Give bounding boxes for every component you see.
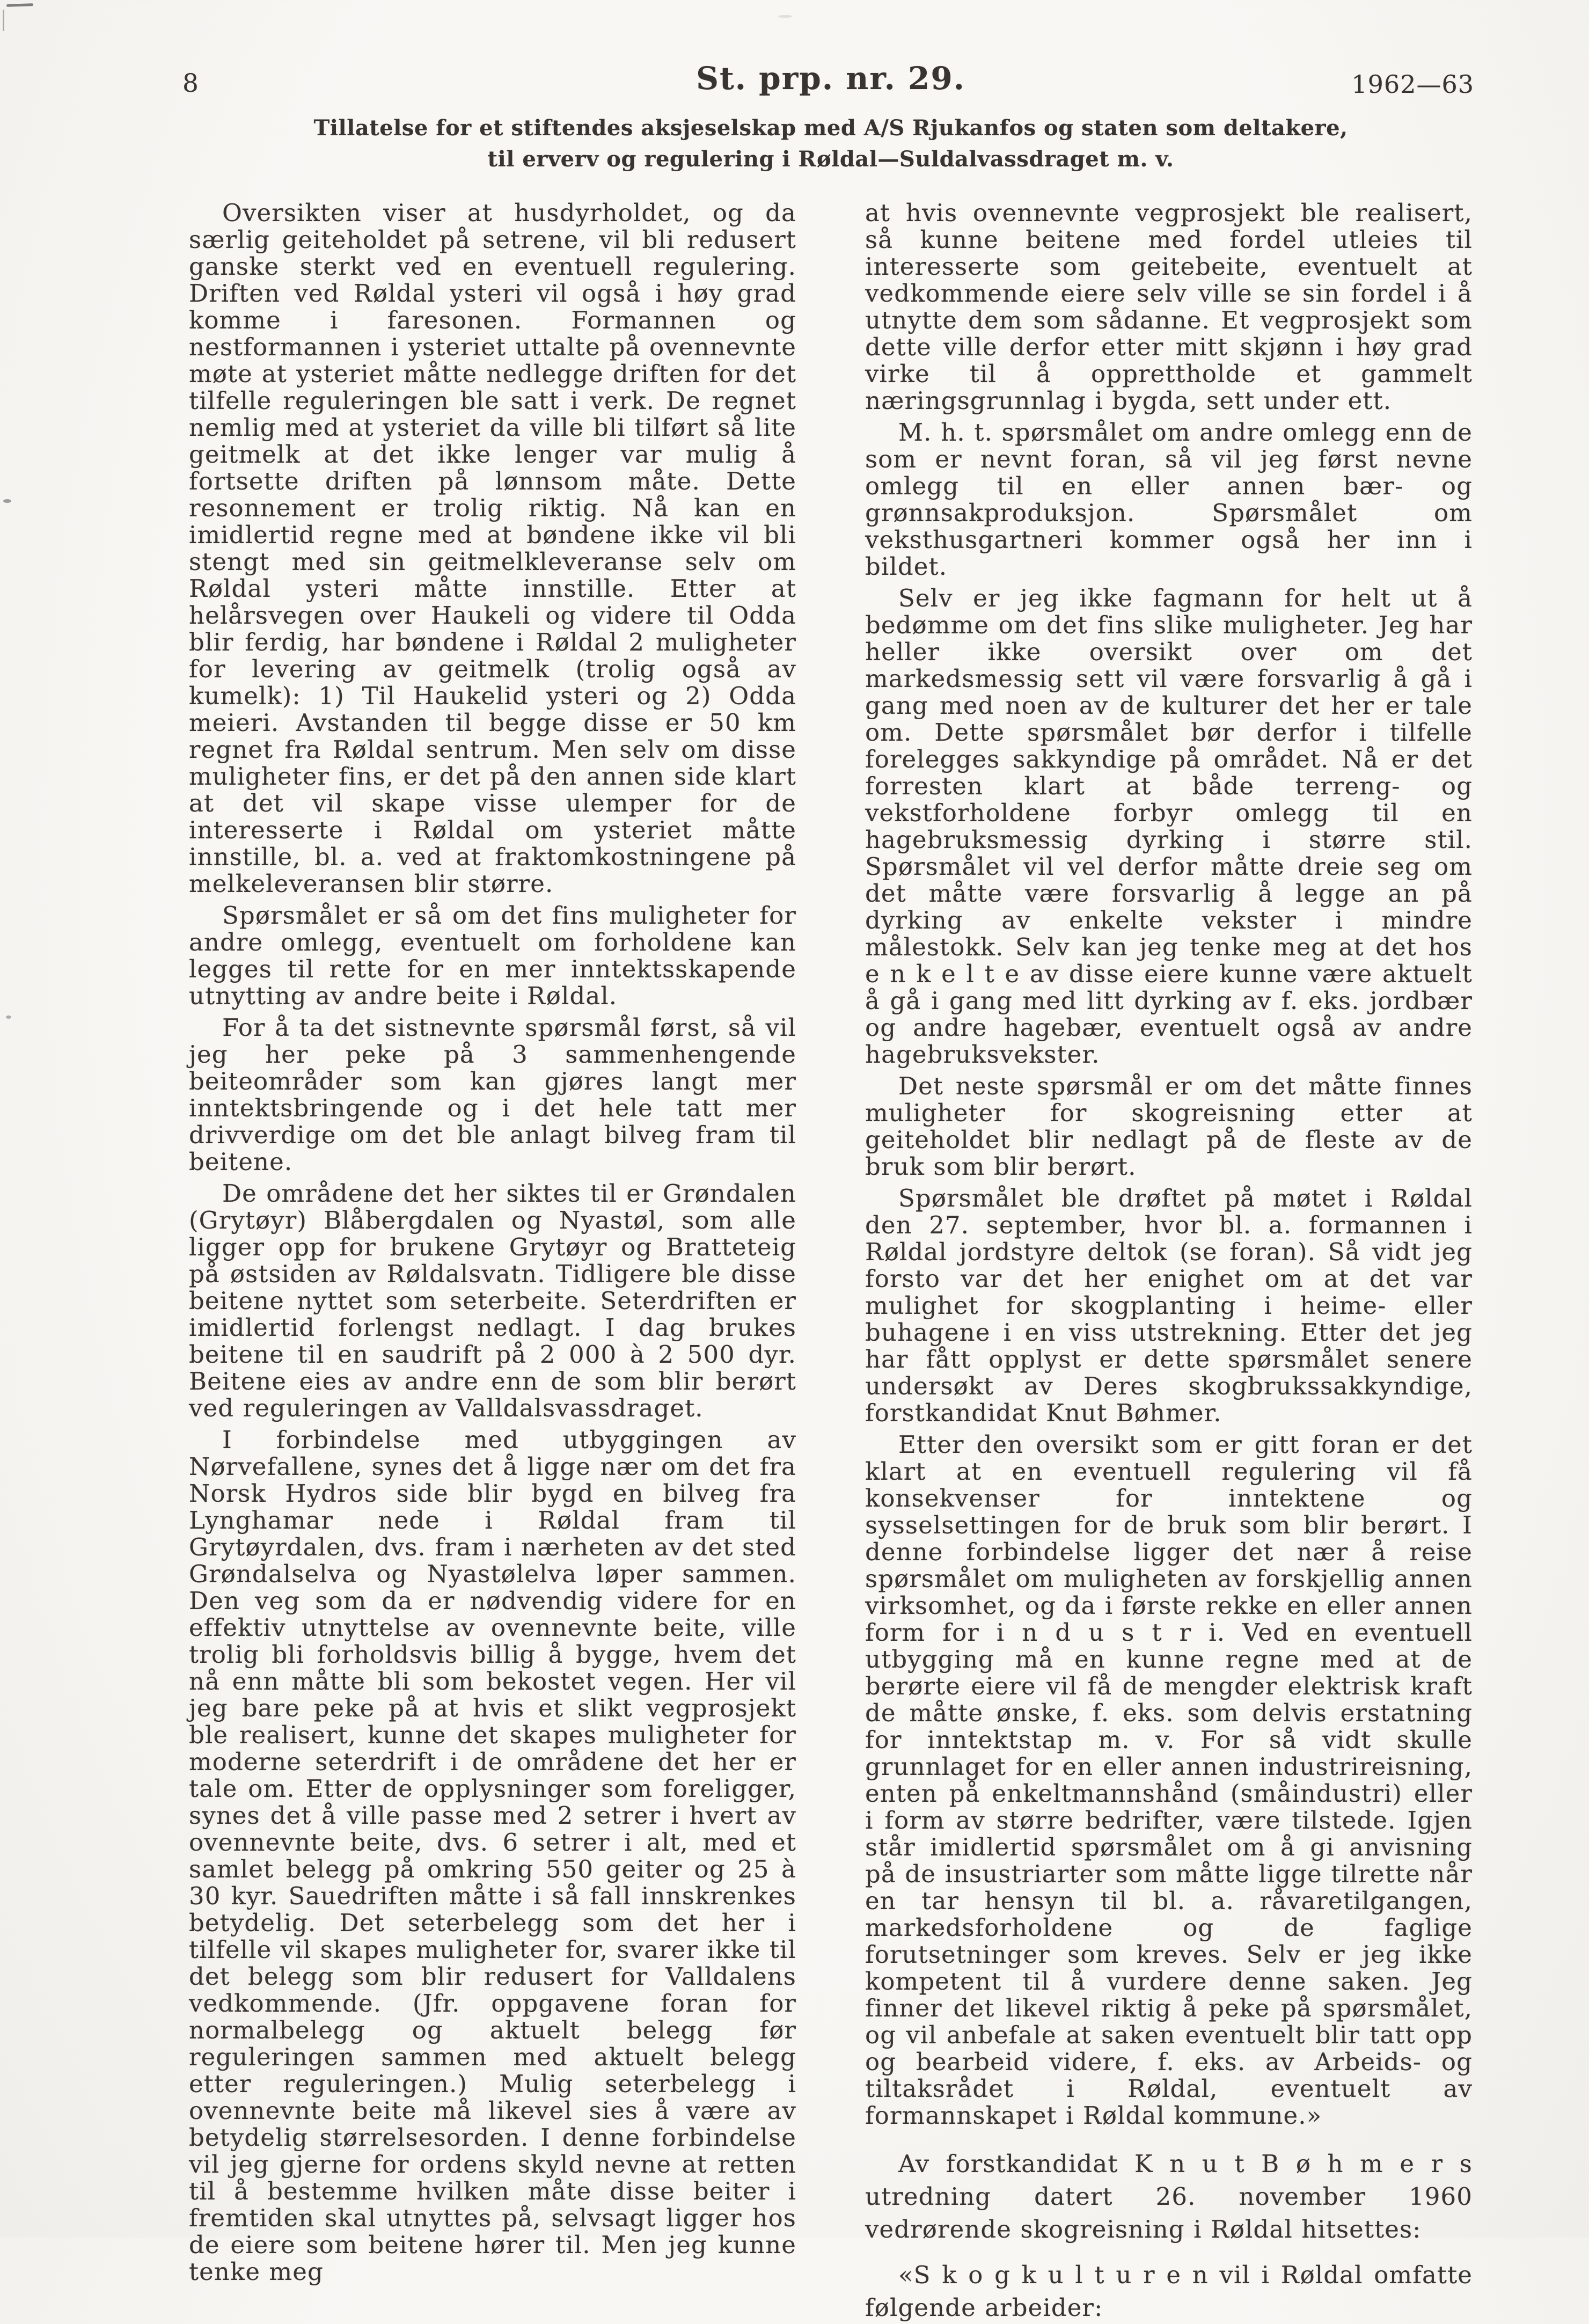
document-title: St. prp. nr. 29. [696,60,965,97]
paragraph: I forbindelse med utbyggingen av Nørvefallene, synes det å ligge nær om det fra Norsk Hydros side blir bygd en bilveg fra Lynghamar nede i Røldal fram til Grytøyrdalen, dvs. fram i nærheten av det sted Grøndalselva og Nyastølelva løper sammen. Den veg som da er nødvendig videre for en effektiv utnyttelse av ovennevnte beite, ville trolig bli forholdsvis billig å bygge, hvem det nå enn måtte bli som bekostet vegen. Her vil jeg bare peke på at hvis et slikt vegprosjekt ble realisert, kunne det skapes muligheter for moderne seterdrift i de områdene det her er tale om. Etter de opplysninger som foreligger, synes det å ville passe med 2 setrer i hvert av ovennevnte beite, dvs. 6 setrer i alt, med et samlet belegg på omkring 550 geiter og 25 à 30 kyr. Sauedriften måtte i så fall innskrenkes betydelig. Det seterbelegg som det her i tilfelle vil skapes muligheter for, svarer ikke til det belegg som blir redusert for Valldalens vedkommende. (Jfr. oppgavene foran for normalbelegg og aktuelt belegg før reguleringen sammen med aktuelt belegg etter reguleringen.) Mulig seterbelegg i ovennevnte beite må likevel sies å være av betydelig størrelsesorden. I denne forbindelse vil jeg gjerne for ordens skyld nevne at retten til å bestemme hvilken måte disse beiter i fremtiden skal utnyttes på, selvsagt ligger hos de eiere som beitene hører til. Men jeg kunne tenke meg [189,1426,796,2286]
paragraph: Selv er jeg ikke fagmann for helt ut å bedømme om det fins slike muligheter. Jeg har heller ikke oversikt over om det markedsmessig sett vil være forsvarlig å gå i gang med noen av de kulturer det her er tale om. Dette spørsmålet bør derfor i tilfelle forelegges sakkyndige på området. Nå er det forresten klart at både terreng- og vekstforholdene forbyr omlegg til en hagebruksmessig dyrking i større stil. Spørsmålet vil vel derfor måtte dreie seg om det måtte være forsvarlig å legge an på dyrking av enkelte vekster i mindre målestokk. Selv kan jeg tenke meg at det hos e n k e l t e av disse eiere kunne være aktuelt å gå i gang med litt dyrking av f. eks. jordbær og andre hagebær, eventuelt også av andre hagebruksvekster. [865,584,1473,1069]
paragraph: Spørsmålet ble drøftet på møtet i Røldal den 27. september, hvor bl. a. formannen i Røldal jordstyre deltok (se foran). Så vidt jeg forsto var det her enighet om at det var mulighet for skogplanting i heime- eller buhagene i en viss utstrekning. Etter det jeg har fått opplyst er dette spørsmålet senere undersøkt av Deres skogbrukssakkyndige, forstkandidat Knut Bøhmer. [865,1184,1473,1427]
document-subtitle [189,113,1473,175]
session-year: 1962—63 [1351,70,1474,99]
paragraph: Det neste spørsmål er om det måtte finnes muligheter for skogreisning etter at geiteholdet blir nedlagt på de fleste av de bruk som blir berørt. [865,1072,1473,1181]
paragraph: at hvis ovennevnte vegprosjekt ble realisert, så kunne beitene med fordel utleies til interesserte som geitebeite, eventuelt at vedkommende eiere selv ville se sin fordel i å utnytte dem som sådanne. Et vegprosjekt som dette ville derfor etter mitt skjønn i høy grad virke til å opprettholde et gammelt næringsgrunnlag i bygda, sett under ett. [865,199,1473,415]
paragraph: Etter den oversikt som er gitt foran er det klart at en eventuell regulering vil få konsekvenser for inntektene og sysselsettingen for de bruk som blir berørt. I denne forbindelse ligger det nær å reise spørsmålet om muligheten av forskjellig annen virksomhet, og da i første rekke en eller annen form for i n d u s t r i. Ved en eventuell utbygging må en kunne regne med at de berørte eiere vil få de mengder elektrisk kraft de måtte ønske, f. eks. som delvis erstatning for inntektstap m. v. For så vidt skulle grunnlaget for en eller annen industrireisning, enten på enkeltmannshånd (småindustri) eller i form av større bedrifter, være tilstede. Igjen står imidlertid spørsmålet om å gi anvisning på de insustriarter som måtte ligge tilrette når en tar hensyn til bl. a. råvaretilgangen, markedsforholdene og de faglige forutsetninger som kreves. Selv er jeg ikke kompetent til å vurdere denne saken. Jeg finner det likevel riktig å peke på spørsmålet, og vil anbefale at saken eventuelt blir tatt opp og bearbeid videre, f. eks. av Arbeids- og tiltaksrådet i Røldal, eventuelt av formannskapet i Røldal kommune.» [865,1430,1473,2130]
text-column-right [865,200,1473,2324]
scan-artifact-speck [3,499,11,503]
scan-artifact-line [3,10,4,31]
subtitle-line-1: Tillatelse for et stiftendes aksjeselskap med A/S Rjukanfos og staten som deltakere, [313,115,1348,141]
scan-artifact-speck [6,1015,11,1019]
paragraph: For å ta det sistnevnte spørsmål først, så vil jeg her peke på 3 sammenhengende beiteområder som kan gjøres langt mer inntektsbringende og i det hele tatt mer drivverdige om det ble anlagt bilveg fram til beitene. [189,1013,796,1176]
text-column-left [189,200,796,2285]
scan-artifact-dash [6,3,33,7]
page-number: 8 [182,69,199,98]
paragraph: Spørsmålet er så om det fins muligheter for andre omlegg, eventuelt om forholdene kan legges til rette for en mer inntektsskapende utnytting av andre beite i Røldal. [189,901,796,1010]
paragraph: Av forstkandidat K n u t B ø h m e r s utredning datert 26. november 1960 vedrørende skogreisning i Røldal hitsettes: [865,2150,1473,2243]
paragraph: M. h. t. spørsmålet om andre omlegg enn de som er nevnt foran, så vil jeg først nevne omlegg til en eller annen bær- og grønnsakproduksjon. Spørsmålet om veksthusgartneri kommer også her inn i bildet. [865,418,1473,581]
scan-artifact-smudge [778,15,792,18]
paragraph: De områdene det her siktes til er Grøndalen (Grytøyr) Blåbergdalen og Nyastøl, som alle ligger opp for brukene Grytøyr og Bratteteig på østsiden av Røldalsvatn. Tidligere ble disse beitene nyttet som seterbeite. Seterdriften er imidlertid forlengst nedlagt. I dag brukes beitene til en saudrift på 2 000 à 2 500 dyr. Beitene eies av andre enn de som blir berørt ved reguleringen av Valldalsvassdraget. [189,1179,796,1422]
subtitle-line-2: til erverv og regulering i Røldal—Suldalvassdraget m. v. [487,147,1174,172]
paragraph: «S k o g k u l t u r e n vil i Røldal omfatte følgende arbeider: [865,2261,1473,2322]
paragraph: Oversikten viser at husdyrholdet, og da særlig geiteholdet på setrene, vil bli redusert ganske sterkt ved en eventuell regulering. Driften ved Røldal ysteri vil også i høy grad komme i faresonen. Formannen og nestformannen i ysteriet uttalte på ovennevnte møte at ysteriet måtte nedlegge driften for det tilfelle reguleringen ble satt i verk. De regnet nemlig med at ysteriet da ville bli tilført så lite geitmelk at det ikke lenger var mulig å fortsette driften på lønnsom måte. Dette resonnement er trolig riktig. Nå kan en imidlertid regne med at bøndene ikke vil bli stengt med sin geitmelkleveranse selv om Røldal ysteri måtte innstille. Etter at helårsvegen over Haukeli og videre til Odda blir ferdig, har bøndene i Røldal 2 muligheter for levering av geitmelk (trolig også av kumelk): 1) Til Haukelid ysteri og 2) Odda meieri. Avstanden til begge disse er 50 km regnet fra Røldal sentrum. Men selv om disse muligheter fins, er det på den annen side klart at det vil skape visse ulemper for de interesserte i Røldal om ysteriet måtte innstille, bl. a. ved at fraktomkostningene på melkeleveransen blir større. [189,199,796,898]
